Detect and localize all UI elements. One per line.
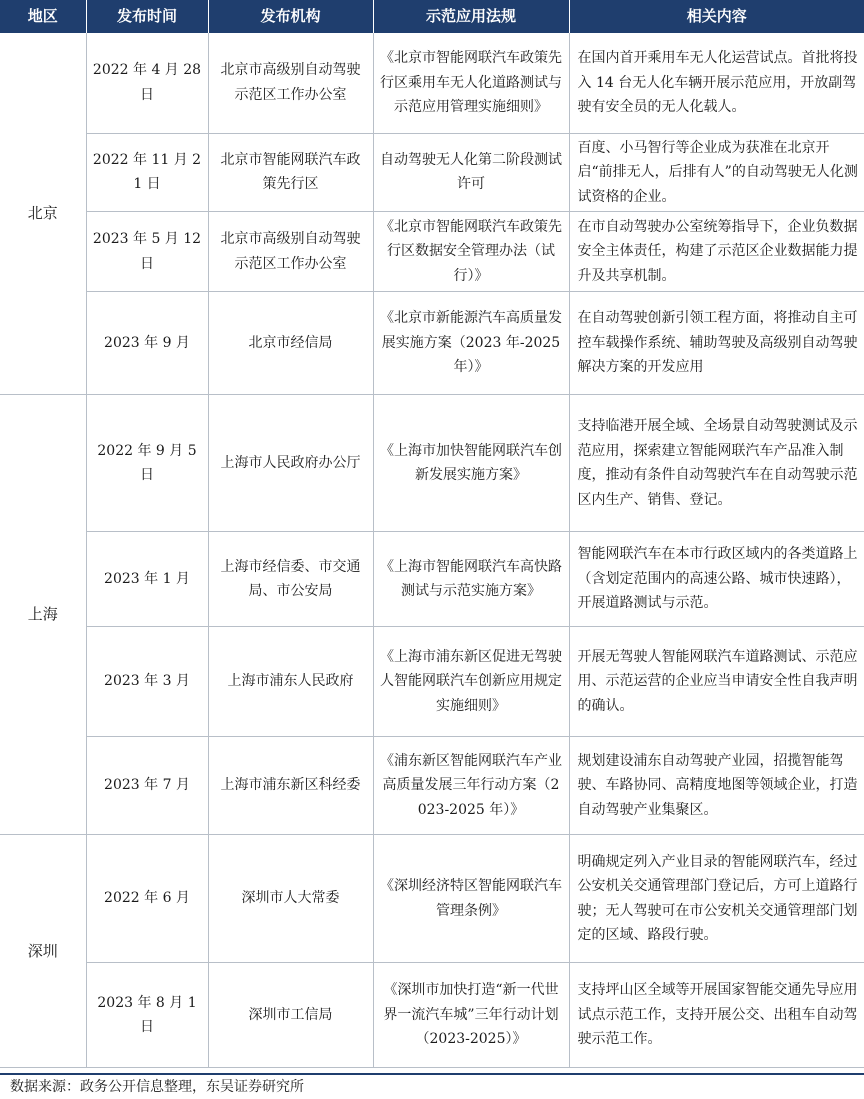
org-cell: 上海市浦东人民政府 (208, 627, 373, 737)
regulation-cell: 《北京市智能网联汽车政策先行区乘用车无人化道路测试与示范应用管理实施细则》 (373, 33, 569, 133)
table-row (0, 835, 864, 963)
regulation-cell: 《上海市浦东新区促进无驾驶人智能网联汽车创新应用规定实施细则》 (373, 627, 569, 737)
table-header-row (0, 0, 864, 33)
content-cell: 智能网联汽车在本市行政区域内的各类道路上（含划定范围内的高速公路、城市快速路），开展道路测试与示范。 (569, 532, 864, 627)
org-cell: 上海市浦东新区科经委 (208, 737, 373, 835)
table-row (0, 212, 864, 292)
regulation-cell: 《上海市加快智能网联汽车创新发展实施方案》 (373, 395, 569, 532)
table-row (0, 737, 864, 835)
date-cell: 2022 年 9 月 5 日 (86, 395, 208, 532)
table-row (0, 532, 864, 627)
bottom-rule (0, 1073, 864, 1075)
regulation-cell: 《深圳经济特区智能网联汽车管理条例》 (373, 835, 569, 963)
org-cell: 上海市经信委、市交通局、市公安局 (208, 532, 373, 627)
regulation-cell: 《上海市智能网联汽车高快路测试与示范实施方案》 (373, 532, 569, 627)
region-cell: 深圳 (0, 835, 86, 1068)
content-cell: 在市自动驾驶办公室统筹指导下，企业负数据安全主体责任，构建了示范区企业数据能力提升及共享机制。 (569, 212, 864, 292)
content-cell: 在自动驾驶创新引领工程方面，将推动自主可控车载操作系统、辅助驾驶及高级别自动驾驶解决方案的开发应用 (569, 292, 864, 395)
regulation-cell: 《浦东新区智能网联汽车产业高质量发展三年行动方案（2023-2025 年）》 (373, 737, 569, 835)
org-cell: 北京市智能网联汽车政策先行区 (208, 133, 373, 212)
regulation-cell: 《深圳市加快打造“新一代世界一流汽车城”三年行动计划（2023-2025）》 (373, 963, 569, 1068)
table-row (0, 395, 864, 532)
content-cell: 在国内首开乘用车无人化运营试点。首批将投入 14 台无人化车辆开展示范应用，开放副驾驶有安全员的无人化载人。 (569, 33, 864, 133)
header-regulation: 示范应用法规 (373, 0, 569, 33)
org-cell: 北京市高级别自动驾驶示范区工作办公室 (208, 33, 373, 133)
date-cell: 2022 年 6 月 (86, 835, 208, 963)
regulation-cell: 《北京市智能网联汽车政策先行区数据安全管理办法（试行）》 (373, 212, 569, 292)
date-cell: 2023 年 9 月 (86, 292, 208, 395)
content-cell: 支持临港开展全域、全场景自动驾驶测试及示 范应用，探索建立智能网联汽车产品准入制度，推动有条件自动驾驶汽车在自动驾驶示范区内生产、销售、登记。 (569, 395, 864, 532)
org-cell: 上海市人民政府办公厅 (208, 395, 373, 532)
source-note: 数据来源：政务公开信息整理，东吴证券研究所 (10, 1079, 304, 1095)
date-cell: 2023 年 5 月 12 日 (86, 212, 208, 292)
date-cell: 2022 年 11 月 21 日 (86, 133, 208, 212)
content-cell: 百度、小马智行等企业成为获准在北京开启“前排无人，后排有人”的自动驾驶无人化测试资格的企业。 (569, 133, 864, 212)
header-date: 发布时间 (86, 0, 208, 33)
table-body (0, 33, 864, 1068)
table-row (0, 133, 864, 212)
content-cell: 规划建设浦东自动驾驶产业园，招揽智能驾驶、车路协同、高精度地图等领域企业，打造自动驾驶产业集聚区。 (569, 737, 864, 835)
org-cell: 深圳市人大常委 (208, 835, 373, 963)
region-cell: 北京 (0, 33, 86, 395)
header-org: 发布机构 (208, 0, 373, 33)
header-content: 相关内容 (686, 7, 747, 26)
region-cell: 上海 (0, 395, 86, 835)
org-cell: 北京市高级别自动驾驶示范区工作办公室 (208, 212, 373, 292)
date-cell: 2023 年 7 月 (86, 737, 208, 835)
content-cell: 明确规定列入产业目录的智能网联汽车，经过公安机关交通管理部门登记后，方可上道路行驶；无人驾驶可在市公安机关交通管理部门划定的区域、路段行驶。 (569, 835, 864, 963)
table-row (0, 33, 864, 133)
date-cell: 2022 年 4 月 28 日 (86, 33, 208, 133)
org-cell: 深圳市工信局 (208, 963, 373, 1068)
regulation-cell: 自动驾驶无人化第二阶段测试许可 (373, 133, 569, 212)
org-cell: 北京市经信局 (208, 292, 373, 395)
table-row (0, 963, 864, 1068)
date-cell: 2023 年 1 月 (86, 532, 208, 627)
content-cell: 支持坪山区全域等开展国家智能交通先导应用试点示范工作，支持开展公交、出租车自动驾驶示范工作。 (569, 963, 864, 1068)
header-region: 地区 (0, 0, 86, 33)
content-cell: 开展无驾驶人智能网联汽车道路测试、示范应用、示范运营的企业应当申请安全性自我声明的确认。 (569, 627, 864, 737)
date-cell: 2023 年 3 月 (86, 627, 208, 737)
date-cell: 2023 年 8 月 1 日 (86, 963, 208, 1068)
regulation-cell: 《北京市新能源汽车高质量发展实施方案（2023 年-2025 年）》 (373, 292, 569, 395)
table-row (0, 292, 864, 395)
table-row (0, 627, 864, 737)
